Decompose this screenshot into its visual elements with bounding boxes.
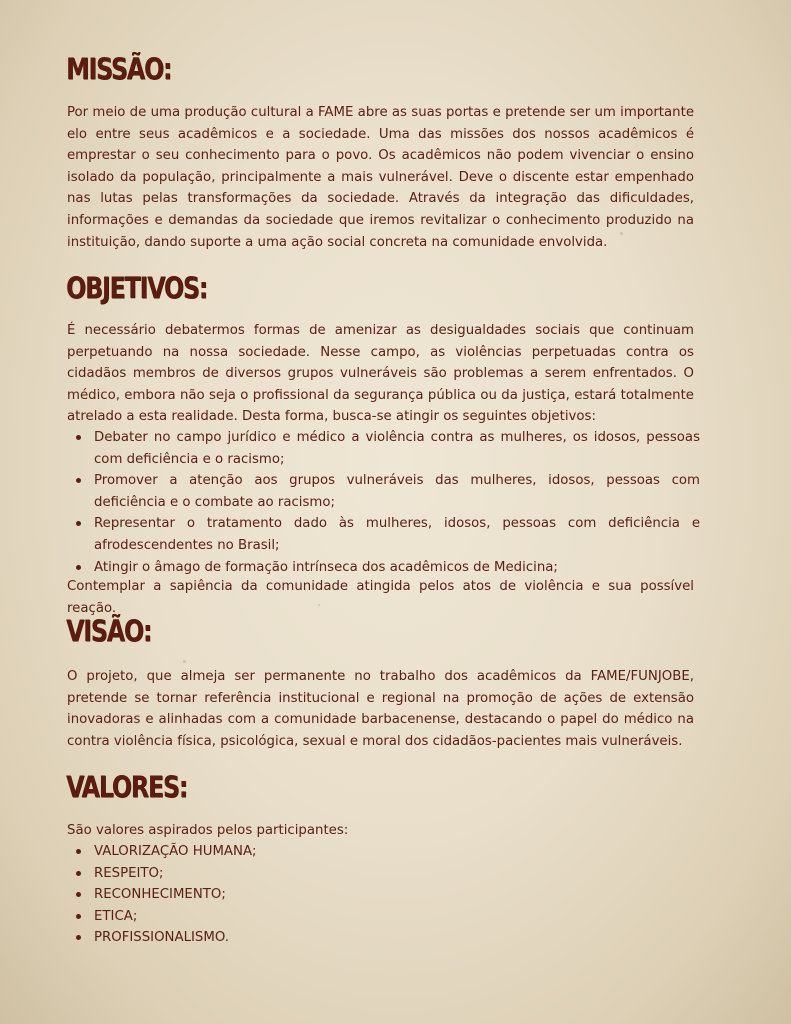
bullet-icon	[76, 435, 81, 440]
bullet-icon	[76, 914, 81, 919]
missao-paragraph: Por meio de uma produção cultural a FAME abre as suas portas e pretende ser um importante elo entre seus acadêmicos e a sociedade. Uma das missões dos nossos acadêmicos é emprestar o seu conhecimento para o povo. Os acadêmicos não podem vivenciar o ensino isolado da população, principalmente a mais vulnerável. Deve o discente estar empenhado nas lutas pelas transformações da sociedade. Através da integração das dificuldades, informações e demandas da sociedade que iremos revitalizar o conhecimento produzido na instituição, dando suporte a uma ação social concreta na comunidade envolvida.	[67, 105, 694, 250]
list-item-text: Atingir o âmago de formação intrínseca dos acadêmicos de Medicina;	[94, 559, 558, 575]
list-item	[67, 557, 700, 579]
bullet-icon	[76, 521, 81, 526]
bullet-icon	[76, 478, 81, 483]
missao-heading: MISSÃO:	[66, 52, 172, 86]
list-item-text: Representar o tratamento dado às mulheres, idosos, pessoas com deficiência e afrodescendentes no Brasil;	[94, 516, 700, 553]
visao-heading: VISÃO:	[66, 614, 152, 648]
bullet-icon	[76, 849, 81, 854]
paper-speck	[183, 660, 186, 663]
list-item	[67, 841, 700, 863]
objetivos-intro: É necessário debatermos formas de amenizar as desigualdades sociais que continuam perpetuando na nossa sociedade. Nesse campo, as violências perpetuadas contra os cidadãos membros de diversos grupos vulneráveis são problemas a serem enfrentados. O médico, embora não seja o profissional da segurança pública ou da justiça, estará totalmente atrelado a esta realidade. Desta forma, busca-se atingir os seguintes objetivos:	[67, 323, 694, 425]
list-item-text: Debater no campo jurídico e médico a violência contra as mulheres, os idosos, pessoas com deficiência e o racismo;	[94, 430, 700, 467]
objetivos-closing: Contemplar a sapiência da comunidade atingida pelos atos de violência e sua possível reação.	[67, 579, 694, 616]
objetivos-heading: OBJETIVOS:	[66, 271, 208, 305]
list-item	[67, 906, 700, 928]
list-item	[67, 927, 700, 949]
bullet-icon	[76, 935, 81, 940]
list-item	[67, 470, 700, 513]
valores-list	[67, 841, 700, 949]
valores-heading: VALORES:	[66, 770, 188, 804]
list-item-text: RECONHECIMENTO;	[94, 887, 226, 903]
list-item	[67, 884, 700, 906]
objetivos-list	[67, 427, 700, 578]
visao-paragraph: O projeto, que almeja ser permanente no trabalho dos acadêmicos da FAME/FUNJOBE, pretende se tornar referência institucional e regional na promoção de ações de extensão inovadoras e alinhadas com a comunidade barbacenense, destacando o papel do médico na contra violência física, psicológica, sexual e moral dos cidadãos-pacientes mais vulneráveis.	[67, 669, 694, 749]
bullet-icon	[76, 892, 81, 897]
list-item-text: VALORIZAÇÃO HUMANA;	[94, 844, 257, 859]
list-item	[67, 863, 700, 885]
list-item	[67, 513, 700, 556]
list-item-text: RESPEITO;	[94, 865, 164, 881]
bullet-icon	[76, 565, 81, 570]
list-item	[67, 427, 700, 470]
valores-intro: São valores aspirados pelos participantes:	[67, 823, 349, 838]
list-item-text: Promover a atenção aos grupos vulneráveis das mulheres, idosos, pessoas com deficiência e o combate ao racismo;	[94, 473, 700, 510]
bullet-icon	[76, 871, 81, 876]
list-item-text: PROFISSIONALISMO.	[94, 930, 230, 946]
list-item-text: ETICA;	[94, 908, 138, 924]
